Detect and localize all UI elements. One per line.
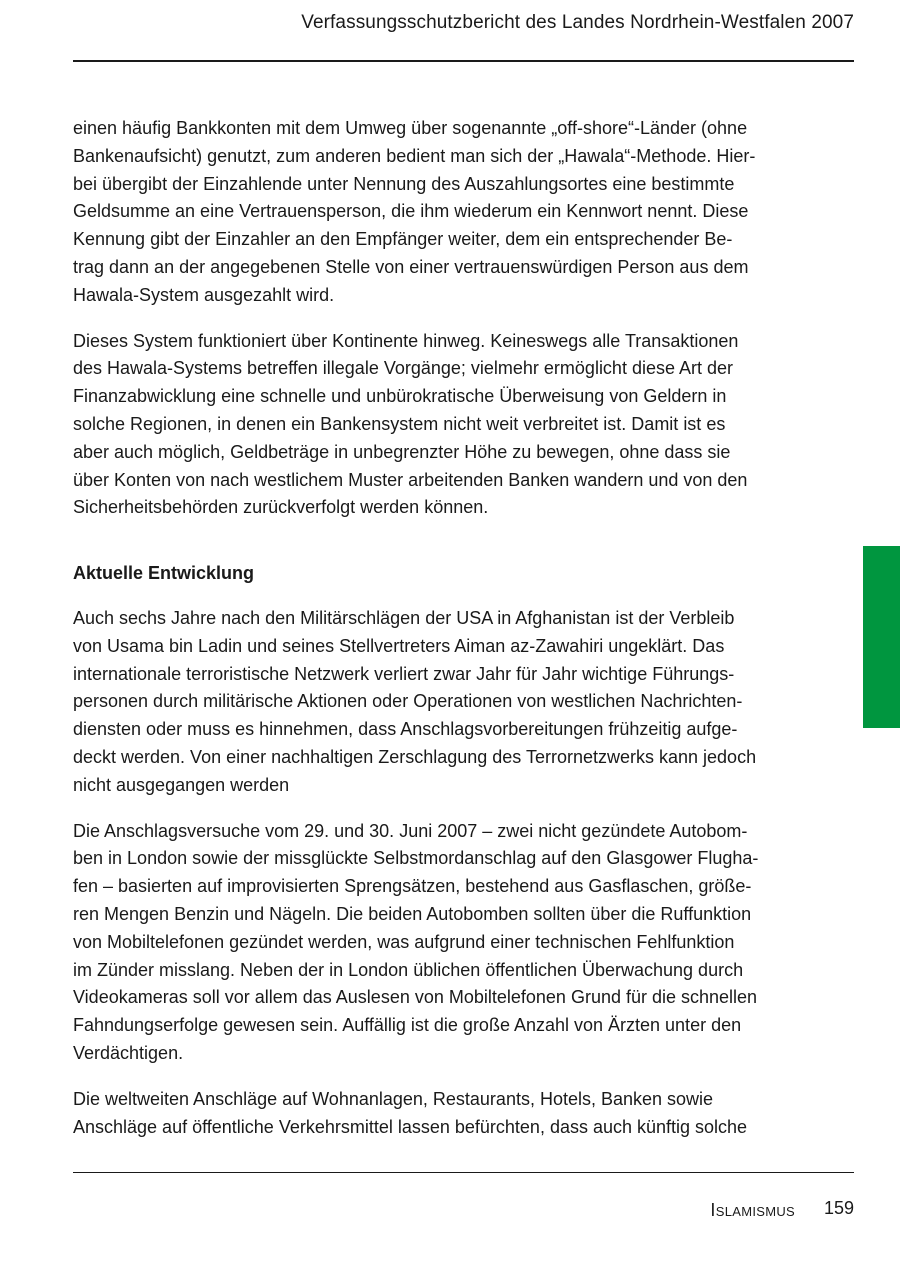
text-line: aber auch möglich, Geldbeträge in unbegrenzter Höhe zu bewegen, ohne dass sie (73, 441, 731, 462)
text-line: personen durch militärische Aktionen oder Operationen von westlichen Nachrichten- (73, 691, 743, 712)
page-header-title: Verfassungsschutzbericht des Landes Nordrhein-Westfalen 2007 (301, 12, 854, 33)
text-line: von Mobiltelefonen gezündet werden, was aufgrund einer technischen Fehlfunktion (73, 931, 735, 952)
paragraph (73, 605, 854, 800)
text-line: einen häufig Bankkonten mit dem Umweg über sogenannte „off-shore“-Länder (ohne (73, 118, 748, 138)
text-line: ren Mengen Benzin und Nägeln. Die beiden Autobomben sollten über die Ruffunktion (73, 903, 752, 924)
text-line: Die Anschlagsversuche vom 29. und 30. Juni 2007 – zwei nicht gezündete Autobom- (73, 820, 748, 841)
paragraph (73, 1086, 854, 1142)
footer-divider (73, 1172, 854, 1173)
section-spacer (73, 588, 854, 605)
text-line: bei übergibt der Einzahlende unter Nennung des Auszahlungsortes eine bestimmte (73, 173, 735, 194)
text-line: Hawala-System ausgezahlt wird. (73, 284, 335, 305)
text-line: Sicherheitsbehörden zurückverfolgt werden können. (73, 497, 489, 518)
section-spacer (73, 522, 854, 560)
text-line: Bankenaufsicht) genutzt, zum anderen bedient man sich der „Hawala“-Methode. Hier- (73, 145, 756, 166)
text-line: Kennung gibt der Einzahler an den Empfänger weiter, dem ein entsprechender Be- (73, 229, 733, 250)
text-line: von Usama bin Ladin und seines Stellvertreters Aiman az-Zawahiri ungeklärt. Das (73, 635, 725, 656)
text-line: fen – basierten auf improvisierten Sprengsätzen, bestehend aus Gasflaschen, größe- (73, 876, 752, 897)
text-line: Fahndungserfolge gewesen sein. Auffällig ist die große Anzahl von Ärzten unter den (73, 1015, 742, 1036)
paragraph (73, 818, 854, 1068)
header-divider (73, 60, 854, 62)
text-line: trag dann an der angegebenen Stelle von einer vertrauenswürdigen Person aus dem (73, 256, 749, 277)
text-line: Anschläge auf öffentliche Verkehrsmittel lassen befürchten, dass auch künftig solche (73, 1116, 748, 1137)
text-line: nicht ausgegangen werden (73, 774, 290, 795)
text-line: im Zünder misslang. Neben der in London üblichen öffentlichen Überwachung durch (73, 959, 744, 980)
text-line: Die weltweiten Anschläge auf Wohnanlagen, Restaurants, Hotels, Banken sowie (73, 1088, 714, 1109)
text-line: Geldsumme an eine Vertrauensperson, die ihm wiederum ein Kennwort nennt. Diese (73, 201, 749, 222)
section-heading: Aktuelle Entwicklung (73, 563, 255, 584)
page-body (73, 115, 854, 1141)
paragraph (73, 115, 854, 310)
footer-section-name: Islamismus (710, 1200, 795, 1220)
text-line: internationale terroristische Netzwerk verliert zwar Jahr für Jahr wichtige Führungs- (73, 663, 735, 684)
text-line: Auch sechs Jahre nach den Militärschlägen der USA in Afghanistan ist der Verbleib (73, 607, 735, 628)
text-line: Finanzabwicklung eine schnelle und unbürokratische Überweisung von Geldern in (73, 386, 727, 407)
text-line: über Konten von nach westlichem Muster arbeitenden Banken wandern und von den (73, 469, 748, 490)
text-line: des Hawala-Systems betreffen illegale Vorgänge; vielmehr ermöglicht diese Art der (73, 358, 734, 379)
text-line: Dieses System funktioniert über Kontinente hinweg. Keineswegs alle Transaktionen (73, 330, 739, 351)
paragraph-spacer (73, 1068, 854, 1086)
text-line: ben in London sowie der missglückte Selbstmordanschlag auf den Glasgower Flugha- (73, 848, 759, 869)
text-line: deckt werden. Von einer nachhaltigen Zerschlagung des Terrornetzwerks kann jedoch (73, 746, 757, 767)
paragraph-spacer (73, 800, 854, 818)
text-line: Verdächtigen. (73, 1042, 184, 1063)
paragraph (73, 328, 854, 523)
text-line: Videokameras soll vor allem das Auslesen von Mobiltelefonen Grund für die schnellen (73, 987, 758, 1008)
page-number: 159 (823, 1198, 854, 1218)
text-line: diensten oder muss es hinnehmen, dass Anschlagsvorbereitungen frühzeitig aufge- (73, 719, 738, 740)
chapter-side-tab (863, 546, 900, 728)
text-line: solche Regionen, in denen ein Bankensystem nicht weit verbreitet ist. Damit ist es (73, 413, 726, 434)
paragraph-spacer (73, 310, 854, 328)
